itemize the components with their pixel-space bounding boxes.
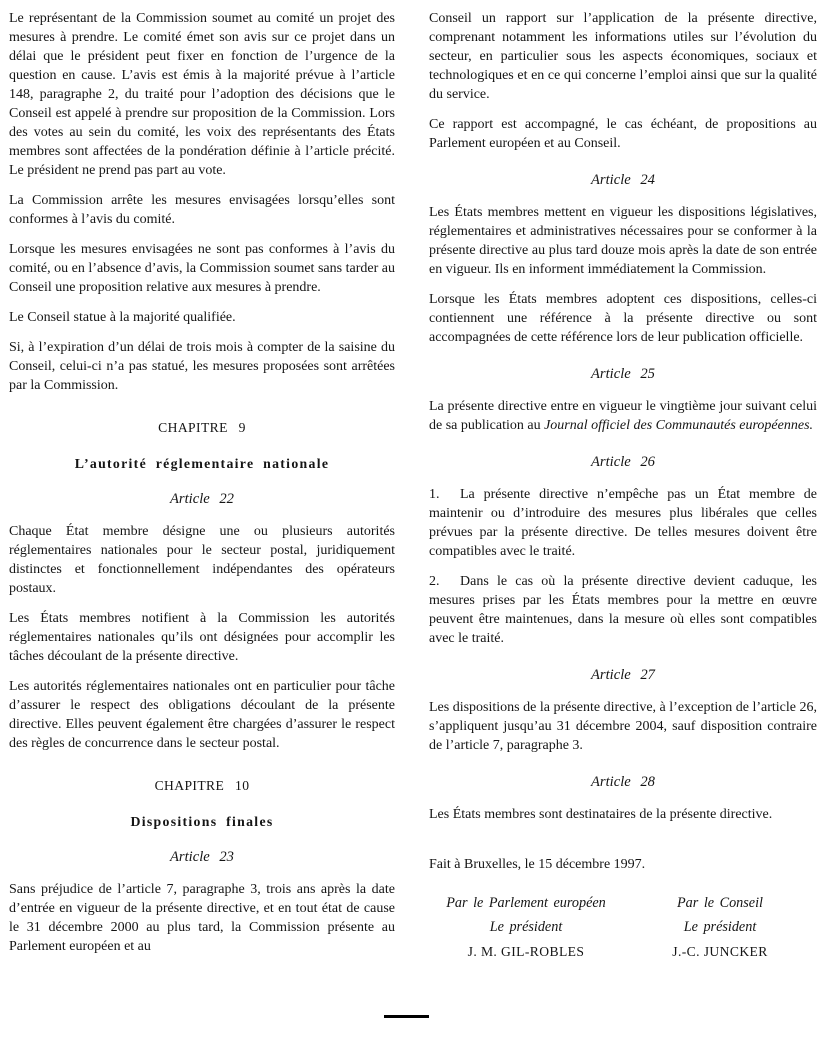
signature-council [623, 891, 817, 964]
journal-officiel-citation: Journal officiel des Communautés européennes. [544, 418, 814, 433]
paragraph-committee-procedure: Le représentant de la Commission soumet au comité un projet des mesures à prendre. Le comité émet son avis sur ce projet dans un délai que le président peut fixer en fonction de l’urgence de la question en cause. L’avis est émis à la majorité prévue à l’article 148, paragraphe 2, du traité pour l’adoption des décisions que le Conseil est appelé à prendre sur proposition de la Commission. Lors des votes au sein du comité, les voix des représentants des États membres sont affectées de la pondération définie à l’article précité. Le président ne prend pas part au vote. [9, 11, 395, 178]
end-of-text-rule [384, 1015, 429, 1018]
paragraph-application-period: Les dispositions de la présente directive, à l’exception de l’article 26, s’appliquent jusqu’au 31 décembre 2004, sauf disposition contraire de l’article 7, paragraphe 3. [429, 700, 817, 753]
paragraph-entry-into-force [429, 397, 817, 435]
paragraph-26-2-text: Dans le cas où la présente directive devient caduque, les mesures prises par les États membres pour la mettre en œuvre peuvent être maintenues, dans la mesure où elles sont compatibles avec le traité. [429, 574, 817, 646]
paragraph-nra-notification: Les États membres notifient à la Commission les autorités réglementaires nationales qu’ils ont désignées pour accomplir les tâches découlant de la présente directive. [9, 611, 395, 664]
paragraph-non-conformity: Lorsque les mesures envisagées ne sont pas conformes à l’avis du comité, ou en l’absence d’avis, la Commission soumet sans tarder au Conseil une proposition relative aux mesures à prendre. [9, 242, 395, 295]
paragraph-26-1-text: La présente directive n’empêche pas un État membre de maintenir ou d’introduire des mesures plus libérales que celles prévues par la présente directive. De telles mesures doivent être compatibles avec le traité. [429, 487, 817, 559]
chapter-9-heading: CHAPITRE 9 [158, 420, 246, 435]
paragraph-nra-designation: Chaque État membre désigne une ou plusieurs autorités réglementaires nationales pour le secteur postal, juridiquement distinctes et fonctionnellement indépendantes des opérateurs postaux. [9, 524, 395, 596]
article-22-heading: Article 22 [170, 491, 234, 507]
paragraph-addressees: Les États membres sont destinataires de la présente directive. [429, 807, 773, 822]
signature-name: J. M. GIL-ROBLES [467, 944, 585, 959]
signature-role: Le président [489, 919, 563, 935]
paragraph-qualified-majority: Le Conseil statue à la majorité qualifiée. [9, 310, 236, 325]
paragraph-report-deadline: Sans préjudice de l’article 7, paragraphe 3, trois ans après la date d’entrée en vigueur de la présente directive, et en tout état de cause le 31 décembre 2000 au plus tard, la Commission présente au Parlement européen et au [9, 882, 395, 954]
signature-org: Par le Parlement européen [446, 895, 606, 911]
paragraph-report-content: Conseil un rapport sur l’application de la présente directive, comprenant notamment les informations utiles sur l’évolution du secteur, en particulier sous les aspects économiques, sociaux et technologiques et en ce qui concerne l’emploi ainsi que sur la qualité du service. [429, 11, 817, 102]
paragraph-three-months: Si, à l’expiration d’un délai de trois mois à compter de la saisine du Conseil, celui-ci n’a pas statué, les mesures proposées sont arrêtées par la Commission. [9, 340, 395, 393]
paragraph-reference-directive: Lorsque les États membres adoptent ces dispositions, celles-ci contiennent une référence à la présente directive ou sont accompagnées de cette référence lors de leur publication officielle. [429, 292, 817, 345]
paragraph-26-2 [429, 572, 817, 648]
chapter-9-title: L’autorité réglementaire nationale [74, 456, 330, 471]
paragraph-26-1 [429, 485, 817, 561]
signature-org: Par le Conseil [677, 895, 763, 911]
dateline: Fait à Bruxelles, le 15 décembre 1997. [429, 857, 646, 872]
article-24-heading: Article 24 [591, 172, 655, 188]
article-27-heading: Article 27 [591, 667, 655, 683]
article-23-heading: Article 23 [170, 849, 234, 865]
signature-role: Le président [683, 919, 757, 935]
entry-into-force-text: La présente directive entre en vigueur le vingtième jour suivant celui de sa publication au [429, 399, 817, 433]
signature-block [429, 891, 817, 964]
paragraph-number: 2. [429, 574, 440, 589]
article-25-heading: Article 25 [591, 366, 655, 382]
paragraph-number: 1. [429, 487, 440, 502]
paragraph-commission-measures: La Commission arrête les mesures envisagées lorsqu’elles sont conformes à l’avis du comité. [9, 193, 395, 227]
chapter-10-heading: CHAPITRE 10 [154, 778, 250, 793]
left-column [9, 9, 395, 967]
paragraph-nra-tasks: Les autorités réglementaires nationales ont en particulier pour tâche d’assurer le respect des obligations découlant de la présente directive. Elles peuvent également être chargées d’assurer le respect des règles de concurrence dans le secteur postal. [9, 679, 395, 751]
chapter-10-title: Dispositions finales [130, 814, 274, 829]
signature-name: J.-C. JUNCKER [672, 944, 768, 959]
right-column [429, 9, 817, 967]
paragraph-transposition: Les États membres mettent en vigueur les dispositions législatives, réglementaires et administratives nécessaires pour se conformer à la présente directive au plus tard douze mois après la date de son entrée en vigueur. Ils en informent immédiatement la Commission. [429, 205, 817, 277]
article-28-heading: Article 28 [591, 774, 655, 790]
signature-parliament [429, 891, 623, 964]
paragraph-report-proposals: Ce rapport est accompagné, le cas échéant, de propositions au Parlement européen et au Conseil. [429, 117, 817, 151]
article-26-heading: Article 26 [591, 454, 655, 470]
